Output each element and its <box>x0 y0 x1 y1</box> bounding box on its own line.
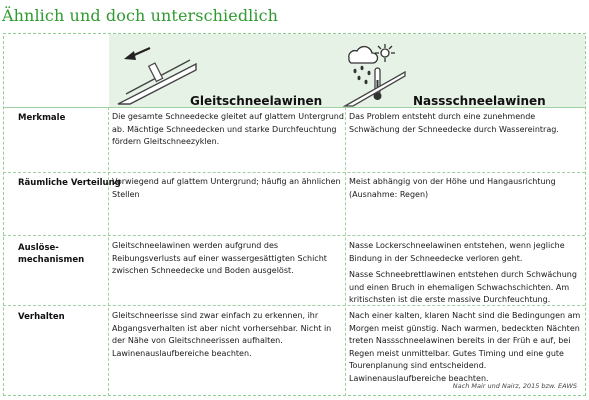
cell-text: Vorwiegend auf glattem Untergrund; häufig an ähnlichen Stellen <box>112 177 341 199</box>
column-header-gleitschnee: Gleitschneelawinen <box>190 94 323 108</box>
cell-text: Das Problem entsteht durch eine zunehmende Schwächung der Schneedecke durch Wassereintrag. <box>349 112 559 134</box>
cell-verteilung-gleitschnee <box>112 176 344 205</box>
row-label-raeumliche-verteilung: Räumliche Verteilung <box>18 178 121 188</box>
cell-text: Gleitschneerisse sind zwar einfach zu erkennen, ihr Abgangsverhalten ist aber nicht vorhersehbar. Nicht in der Nähe von Gleitschneerissen aufhalten. Lawinenauslaufbereiche beachten. <box>112 311 332 358</box>
row-label-merkmale: Merkmale <box>18 113 66 123</box>
cell-verteilung-nassschnee <box>349 176 581 205</box>
source-note: Nach Mair und Nairz, 2015 bzw. EAWS <box>452 382 577 390</box>
page-title: Ähnlich und doch unterschiedlich <box>2 6 279 25</box>
cell-ausloesung-nassschnee <box>349 240 581 311</box>
cell-verhalten-gleitschnee <box>112 310 344 364</box>
cell-merkmale-nassschnee <box>349 111 581 140</box>
cell-text: Gleitschneelawinen werden aufgrund des Reibungsverlusts auf einer wassergesättigten Schicht zwischen Schneedecke und Boden ausgelöst. <box>112 241 327 275</box>
cell-merkmale-gleitschnee <box>112 111 344 153</box>
cell-ausloesung-gleitschnee <box>112 240 344 282</box>
cell-text: Die gesamte Schneedecke gleitet auf glattem Untergrund ab. Mächtige Schneedecken und starke Durchfeuchtung fördern Gleitschneezyklen. <box>112 112 344 146</box>
cell-text: Nach einer kalten, klaren Nacht sind die Bedingungen am Morgen meist günstig. Nach warmen, bedeckten Nächten treten Nassschneelawinen bereits in der Früh e auf, bei Regen meist unmittelbar. Gutes Timing und eine gute Tourenplanung sind entscheidend. Lawinenauslaufbereiche beachten. <box>349 311 581 383</box>
column-divider-2 <box>345 107 346 396</box>
column-divider-1 <box>108 107 109 396</box>
column-header-nassschnee: Nassschneelawinen <box>413 94 546 108</box>
cell-verhalten-nassschnee <box>349 310 581 389</box>
row-divider-1 <box>3 172 585 173</box>
cell-text: Nasse Schneebrettlawinen entstehen durch Schwächung und einen Bruch in ehemaligen Schwachschichten. Am kritischsten ist die erste massive Durchfeuchtung. <box>349 270 577 304</box>
row-label-ausloesemechanismen: Auslöse-mechanismen <box>18 243 85 265</box>
cell-text: Nasse Lockerschneelawinen entstehen, wenn jegliche Bindung in der Schneedecke verloren geht. <box>349 241 565 263</box>
cell-text: Meist abhängig von der Höhe und Hangausrichtung (Ausnahme: Regen) <box>349 177 556 199</box>
row-divider-2 <box>3 235 585 236</box>
header-divider <box>3 107 585 108</box>
row-label-verhalten: Verhalten <box>18 312 65 322</box>
